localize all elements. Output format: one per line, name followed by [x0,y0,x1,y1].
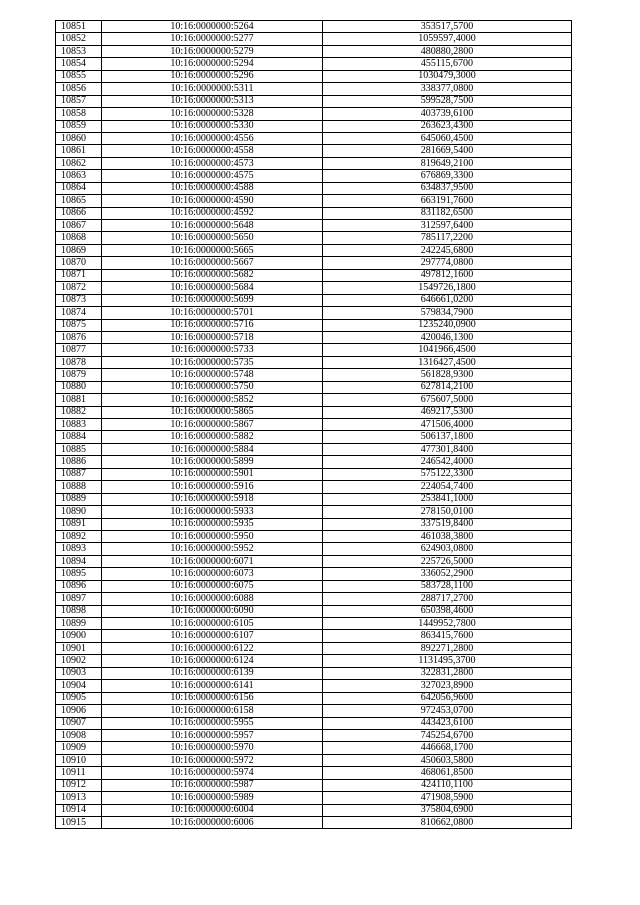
cadastral-number-cell: 10:16:0000000:4590 [102,195,323,207]
cadastral-number-cell: 10:16:0000000:5750 [102,381,323,393]
table-row [56,493,572,505]
cadastral-number-cell: 10:16:0000000:4592 [102,207,323,219]
table-row [56,419,572,431]
table-row [56,344,572,356]
table-row [56,705,572,717]
table-row [56,406,572,418]
cadastral-number-cell: 10:16:0000000:5933 [102,506,323,518]
table-row [56,70,572,82]
row-number-cell: 10881 [56,394,102,406]
cadastral-number-cell: 10:16:0000000:6124 [102,655,323,667]
cadastral-number-cell: 10:16:0000000:4556 [102,132,323,144]
cadastral-number-cell: 10:16:0000000:5684 [102,282,323,294]
table-row [56,443,572,455]
value-cell: 892271,2800 [323,642,572,654]
row-number-cell: 10880 [56,381,102,393]
table-row [56,605,572,617]
table-row [56,767,572,779]
cadastral-number-cell: 10:16:0000000:5884 [102,443,323,455]
cadastral-number-cell: 10:16:0000000:5733 [102,344,323,356]
cadastral-number-cell: 10:16:0000000:5648 [102,220,323,232]
cadastral-number-cell: 10:16:0000000:6105 [102,618,323,630]
value-cell: 575122,3300 [323,468,572,480]
table-row [56,506,572,518]
value-cell: 480880,2800 [323,45,572,57]
cadastral-number-cell: 10:16:0000000:5748 [102,369,323,381]
value-cell: 224054,7400 [323,481,572,493]
row-number-cell: 10853 [56,45,102,57]
cadastral-number-cell: 10:16:0000000:5974 [102,767,323,779]
table-row [56,543,572,555]
table-body [56,21,572,829]
row-number-cell: 10908 [56,729,102,741]
row-number-cell: 10904 [56,680,102,692]
value-cell: 650398,4600 [323,605,572,617]
row-number-cell: 10902 [56,655,102,667]
row-number-cell: 10868 [56,232,102,244]
row-number-cell: 10867 [56,220,102,232]
cadastral-number-cell: 10:16:0000000:5987 [102,779,323,791]
table-row [56,717,572,729]
cadastral-number-cell: 10:16:0000000:6156 [102,692,323,704]
value-cell: 263623,4300 [323,120,572,132]
table-row [56,157,572,169]
table-row [56,692,572,704]
table-row [56,369,572,381]
cadastral-number-cell: 10:16:0000000:5899 [102,456,323,468]
row-number-cell: 10878 [56,356,102,368]
table-row [56,58,572,70]
cadastral-number-cell: 10:16:0000000:5852 [102,394,323,406]
table-row [56,195,572,207]
cadastral-number-cell: 10:16:0000000:5294 [102,58,323,70]
value-cell: 676869,3300 [323,170,572,182]
row-number-cell: 10856 [56,83,102,95]
value-cell: 645060,4500 [323,132,572,144]
table-row [56,21,572,33]
cadastral-number-cell: 10:16:0000000:5701 [102,307,323,319]
row-number-cell: 10864 [56,182,102,194]
value-cell: 471908,5900 [323,792,572,804]
value-cell: 627814,2100 [323,381,572,393]
cadastral-number-cell: 10:16:0000000:5955 [102,717,323,729]
table-row [56,331,572,343]
table-row [56,555,572,567]
row-number-cell: 10894 [56,555,102,567]
value-cell: 424110,1100 [323,779,572,791]
row-number-cell: 10888 [56,481,102,493]
table-row [56,257,572,269]
value-cell: 863415,7600 [323,630,572,642]
row-number-cell: 10865 [56,195,102,207]
cadastral-number-cell: 10:16:0000000:5972 [102,754,323,766]
value-cell: 810662,0800 [323,817,572,829]
value-cell: 785117,2200 [323,232,572,244]
row-number-cell: 10855 [56,70,102,82]
cadastral-number-cell: 10:16:0000000:5882 [102,431,323,443]
cadastral-number-cell: 10:16:0000000:5918 [102,493,323,505]
cadastral-number-cell: 10:16:0000000:6107 [102,630,323,642]
row-number-cell: 10913 [56,792,102,804]
table-row [56,108,572,120]
value-cell: 469217,5300 [323,406,572,418]
value-cell: 281669,5400 [323,145,572,157]
table-row [56,667,572,679]
cadastral-number-cell: 10:16:0000000:6139 [102,667,323,679]
cadastral-number-cell: 10:16:0000000:5328 [102,108,323,120]
cadastral-number-cell: 10:16:0000000:5650 [102,232,323,244]
value-cell: 312597,6400 [323,220,572,232]
cadastral-number-cell: 10:16:0000000:5699 [102,294,323,306]
row-number-cell: 10858 [56,108,102,120]
table-row [56,481,572,493]
table-row [56,779,572,791]
value-cell: 646661,0200 [323,294,572,306]
table-row [56,182,572,194]
table-row [56,132,572,144]
value-cell: 663191,7600 [323,195,572,207]
row-number-cell: 10892 [56,530,102,542]
row-number-cell: 10886 [56,456,102,468]
row-number-cell: 10901 [56,642,102,654]
table-row [56,431,572,443]
value-cell: 253841,1000 [323,493,572,505]
row-number-cell: 10906 [56,705,102,717]
row-number-cell: 10905 [56,692,102,704]
cadastral-number-cell: 10:16:0000000:6075 [102,580,323,592]
value-cell: 337519,8400 [323,518,572,530]
cadastral-number-cell: 10:16:0000000:4588 [102,182,323,194]
row-number-cell: 10866 [56,207,102,219]
cadastral-number-cell: 10:16:0000000:5735 [102,356,323,368]
row-number-cell: 10873 [56,294,102,306]
row-number-cell: 10898 [56,605,102,617]
table-row [56,282,572,294]
value-cell: 1030479,3000 [323,70,572,82]
value-cell: 972453,0700 [323,705,572,717]
cadastral-number-cell: 10:16:0000000:6071 [102,555,323,567]
value-cell: 450603,5800 [323,754,572,766]
row-number-cell: 10861 [56,145,102,157]
cadastral-number-cell: 10:16:0000000:5311 [102,83,323,95]
table-row [56,294,572,306]
table-row [56,630,572,642]
cadastral-number-cell: 10:16:0000000:6090 [102,605,323,617]
row-number-cell: 10909 [56,742,102,754]
cadastral-number-cell: 10:16:0000000:6122 [102,642,323,654]
row-number-cell: 10871 [56,269,102,281]
value-cell: 477301,8400 [323,443,572,455]
row-number-cell: 10875 [56,319,102,331]
table-row [56,754,572,766]
row-number-cell: 10903 [56,667,102,679]
table-row [56,817,572,829]
row-number-cell: 10915 [56,817,102,829]
table-row [56,269,572,281]
value-cell: 1041966,4500 [323,344,572,356]
row-number-cell: 10890 [56,506,102,518]
row-number-cell: 10884 [56,431,102,443]
table-row [56,792,572,804]
row-number-cell: 10885 [56,443,102,455]
table-row [56,680,572,692]
cadastral-number-cell: 10:16:0000000:5667 [102,257,323,269]
value-cell: 288717,2700 [323,593,572,605]
cadastral-number-cell: 10:16:0000000:5935 [102,518,323,530]
row-number-cell: 10879 [56,369,102,381]
table-row [56,220,572,232]
value-cell: 403739,6100 [323,108,572,120]
table-row [56,45,572,57]
row-number-cell: 10907 [56,717,102,729]
value-cell: 579834,7900 [323,307,572,319]
row-number-cell: 10914 [56,804,102,816]
cadastral-number-cell: 10:16:0000000:5865 [102,406,323,418]
table-row [56,232,572,244]
table-row [56,381,572,393]
row-number-cell: 10862 [56,157,102,169]
cadastral-number-cell: 10:16:0000000:6073 [102,568,323,580]
row-number-cell: 10869 [56,244,102,256]
cadastral-number-cell: 10:16:0000000:6141 [102,680,323,692]
row-number-cell: 10900 [56,630,102,642]
cadastral-number-cell: 10:16:0000000:5330 [102,120,323,132]
value-cell: 278150,0100 [323,506,572,518]
row-number-cell: 10911 [56,767,102,779]
cadastral-number-cell: 10:16:0000000:5950 [102,530,323,542]
cadastral-number-cell: 10:16:0000000:5682 [102,269,323,281]
row-number-cell: 10877 [56,344,102,356]
table-row [56,356,572,368]
value-cell: 322831,2800 [323,667,572,679]
value-cell: 455115,6700 [323,58,572,70]
cadastral-number-cell: 10:16:0000000:5916 [102,481,323,493]
value-cell: 443423,6100 [323,717,572,729]
value-cell: 225726,5000 [323,555,572,567]
value-cell: 583728,1100 [323,580,572,592]
value-cell: 420046,1300 [323,331,572,343]
row-number-cell: 10851 [56,21,102,33]
row-number-cell: 10852 [56,33,102,45]
table-row [56,83,572,95]
value-cell: 338377,0800 [323,83,572,95]
cadastral-number-cell: 10:16:0000000:5989 [102,792,323,804]
value-cell: 1549726,1800 [323,282,572,294]
table-row [56,207,572,219]
cadastral-number-cell: 10:16:0000000:5277 [102,33,323,45]
cadastral-number-cell: 10:16:0000000:5279 [102,45,323,57]
value-cell: 336052,2900 [323,568,572,580]
table-row [56,307,572,319]
value-cell: 1131495,3700 [323,655,572,667]
table-row [56,742,572,754]
cadastral-number-cell: 10:16:0000000:5957 [102,729,323,741]
table-row [56,33,572,45]
cadastral-number-cell: 10:16:0000000:5264 [102,21,323,33]
table-row [56,394,572,406]
table-row [56,120,572,132]
row-number-cell: 10859 [56,120,102,132]
cadastral-number-cell: 10:16:0000000:6004 [102,804,323,816]
table-row [56,729,572,741]
row-number-cell: 10893 [56,543,102,555]
row-number-cell: 10889 [56,493,102,505]
table-row [56,95,572,107]
table-row [56,468,572,480]
value-cell: 745254,6700 [323,729,572,741]
value-cell: 497812,1600 [323,269,572,281]
value-cell: 1316427,4500 [323,356,572,368]
cadastral-number-cell: 10:16:0000000:4573 [102,157,323,169]
row-number-cell: 10854 [56,58,102,70]
cadastral-number-cell: 10:16:0000000:6088 [102,593,323,605]
value-cell: 1235240,0900 [323,319,572,331]
cadastral-number-cell: 10:16:0000000:5970 [102,742,323,754]
row-number-cell: 10899 [56,618,102,630]
row-number-cell: 10891 [56,518,102,530]
cadastral-number-cell: 10:16:0000000:4558 [102,145,323,157]
table-row [56,518,572,530]
value-cell: 642056,9600 [323,692,572,704]
table-row [56,568,572,580]
cadastral-number-cell: 10:16:0000000:4575 [102,170,323,182]
table-row [56,244,572,256]
value-cell: 624903,0800 [323,543,572,555]
table-row [56,580,572,592]
table-row [56,145,572,157]
row-number-cell: 10857 [56,95,102,107]
row-number-cell: 10870 [56,257,102,269]
value-cell: 561828,9300 [323,369,572,381]
row-number-cell: 10895 [56,568,102,580]
row-number-cell: 10883 [56,419,102,431]
row-number-cell: 10882 [56,406,102,418]
table-row [56,804,572,816]
value-cell: 353517,5700 [323,21,572,33]
data-table [55,20,572,829]
table-row [56,655,572,667]
value-cell: 1059597,4000 [323,33,572,45]
cadastral-number-cell: 10:16:0000000:5716 [102,319,323,331]
value-cell: 831182,6500 [323,207,572,219]
value-cell: 675607,5000 [323,394,572,406]
cadastral-number-cell: 10:16:0000000:5952 [102,543,323,555]
row-number-cell: 10863 [56,170,102,182]
value-cell: 506137,1800 [323,431,572,443]
cadastral-number-cell: 10:16:0000000:5313 [102,95,323,107]
value-cell: 327023,8900 [323,680,572,692]
table-row [56,593,572,605]
value-cell: 1449952,7800 [323,618,572,630]
row-number-cell: 10887 [56,468,102,480]
table-row [56,618,572,630]
row-number-cell: 10860 [56,132,102,144]
row-number-cell: 10874 [56,307,102,319]
value-cell: 297774,0800 [323,257,572,269]
table-row [56,170,572,182]
cadastral-number-cell: 10:16:0000000:5901 [102,468,323,480]
value-cell: 461038,3800 [323,530,572,542]
value-cell: 246542,4000 [323,456,572,468]
value-cell: 375804,6900 [323,804,572,816]
row-number-cell: 10912 [56,779,102,791]
cadastral-number-cell: 10:16:0000000:5718 [102,331,323,343]
value-cell: 634837,9500 [323,182,572,194]
value-cell: 819649,2100 [323,157,572,169]
cadastral-number-cell: 10:16:0000000:5665 [102,244,323,256]
value-cell: 242245,6800 [323,244,572,256]
cadastral-number-cell: 10:16:0000000:6006 [102,817,323,829]
table-row [56,456,572,468]
table-row [56,319,572,331]
value-cell: 468061,8500 [323,767,572,779]
value-cell: 471506,4000 [323,419,572,431]
cadastral-number-cell: 10:16:0000000:5867 [102,419,323,431]
row-number-cell: 10872 [56,282,102,294]
cadastral-number-cell: 10:16:0000000:6158 [102,705,323,717]
table-row [56,530,572,542]
cadastral-number-cell: 10:16:0000000:5296 [102,70,323,82]
value-cell: 446668,1700 [323,742,572,754]
row-number-cell: 10896 [56,580,102,592]
row-number-cell: 10897 [56,593,102,605]
row-number-cell: 10876 [56,331,102,343]
value-cell: 599528,7500 [323,95,572,107]
row-number-cell: 10910 [56,754,102,766]
table-row [56,642,572,654]
